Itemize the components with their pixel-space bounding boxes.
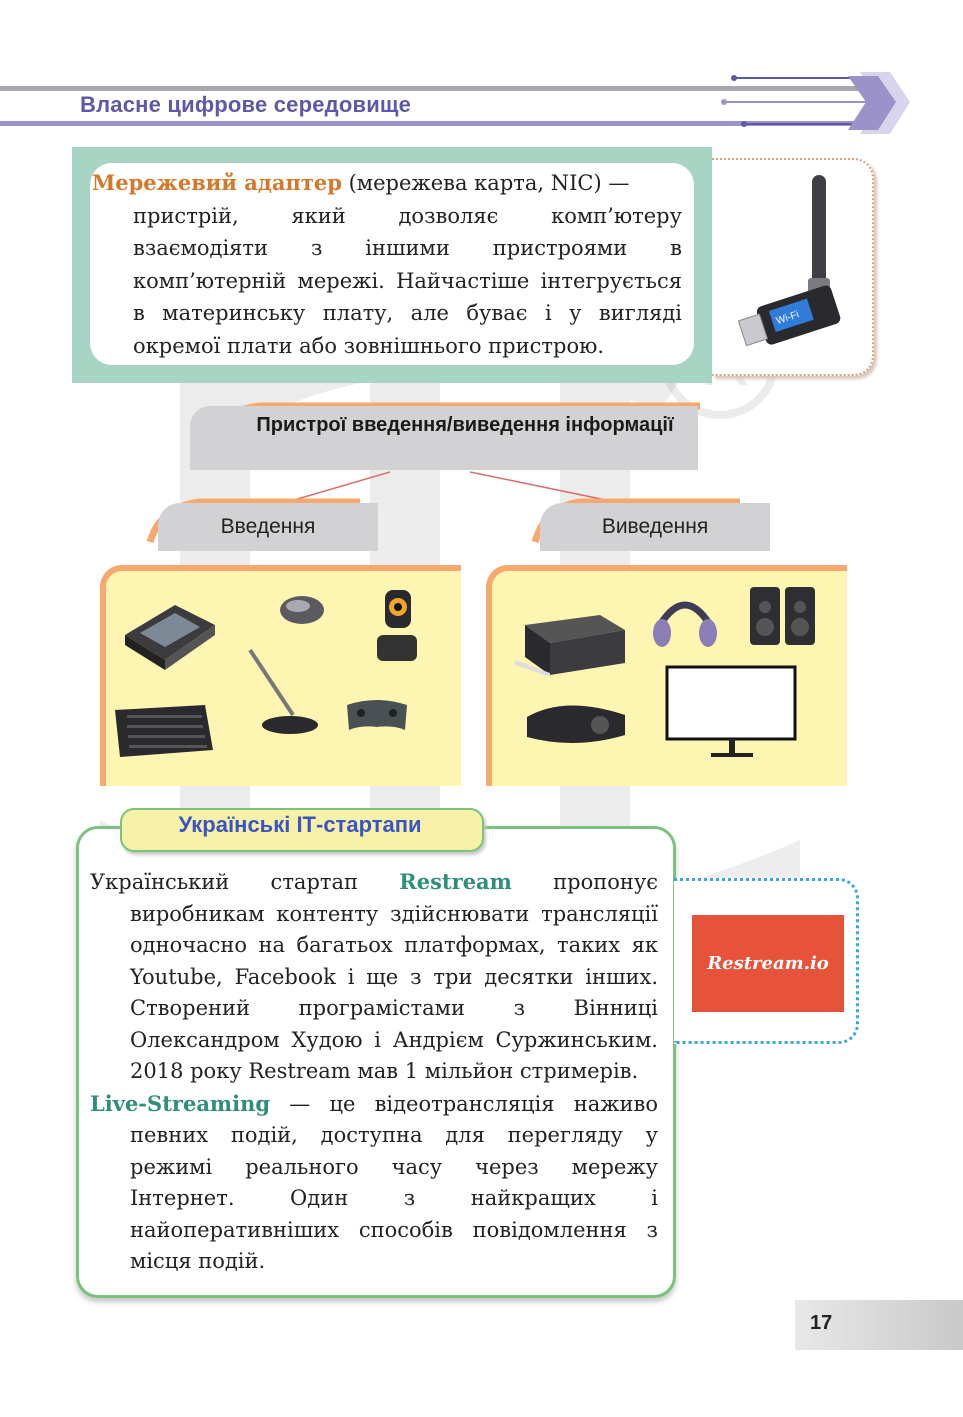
page-number: 17 xyxy=(810,1312,833,1334)
live-streaming-term: Live-Streaming xyxy=(90,1090,271,1116)
output-devices-image xyxy=(505,585,835,765)
input-devices-image xyxy=(115,585,445,765)
live-streaming-paragraph xyxy=(90,1088,658,1278)
monitor-icon xyxy=(667,667,795,757)
live-streaming-body: — це відеотрансляція наживо певних подій, доступна для перегляду у режимі реального часу через мережу Інтернет. Один з найкращих і найоперативніших способів повідомлення з місця подій. xyxy=(130,1091,658,1273)
restream-logo xyxy=(692,915,844,1012)
speakers-icon xyxy=(750,587,815,645)
restream-body: пропонує виробникам контенту здійснювати трансляції одночасно на багатьох платформах, таких як Youtube, Facebook і ще з три десятки інших. Створений програмістами з Вінниці Олександром Худою і Андрієм Суржинським. 2018 року Restream мав 1 мільйон стримерів. xyxy=(130,870,658,1083)
restream-logo-text: Restream.io xyxy=(707,953,829,974)
definition-body: пристрій, який дозволяє комп’ютеру взаємодіяти з іншими пристроями в комп’ютерній мережі. Найчастіше інтегрується в материнську плату, але буває і у вигляді окремої плати або зовнішнього пристрою. xyxy=(133,203,682,358)
page-section-title: Власне цифрове середовище xyxy=(80,92,412,117)
startups-title: Українські ІТ-стартапи xyxy=(178,812,422,837)
restream-prefix: Український стартап xyxy=(90,870,400,894)
wifi-label: Wi-Fi xyxy=(774,309,801,327)
webcam-icon xyxy=(377,590,417,661)
input-category-tab xyxy=(158,503,378,551)
definition-term: Мережевий адаптер xyxy=(92,170,342,195)
scanner-icon xyxy=(125,605,215,670)
input-label: Введення xyxy=(220,515,316,538)
definition-text xyxy=(92,167,682,362)
gamepad-icon xyxy=(347,700,407,730)
projector-icon xyxy=(527,705,625,743)
startups-text xyxy=(90,866,658,1278)
mouse-icon xyxy=(280,596,324,624)
header-arrow-icon xyxy=(720,66,920,142)
microphone-icon xyxy=(250,650,318,734)
output-category-tab xyxy=(540,503,770,551)
diagram-title: Пристрої введення/виведення інформації xyxy=(256,414,674,436)
headphones-icon xyxy=(653,605,717,647)
definition-first-line: (мережева карта, NIC) — xyxy=(341,171,630,195)
restream-term: Restream xyxy=(399,869,512,894)
printer-icon xyxy=(515,615,625,677)
output-label: Виведення xyxy=(601,515,709,538)
wifi-adapter-image xyxy=(738,170,858,360)
keyboard-icon xyxy=(115,705,213,757)
restream-paragraph xyxy=(90,866,658,1088)
